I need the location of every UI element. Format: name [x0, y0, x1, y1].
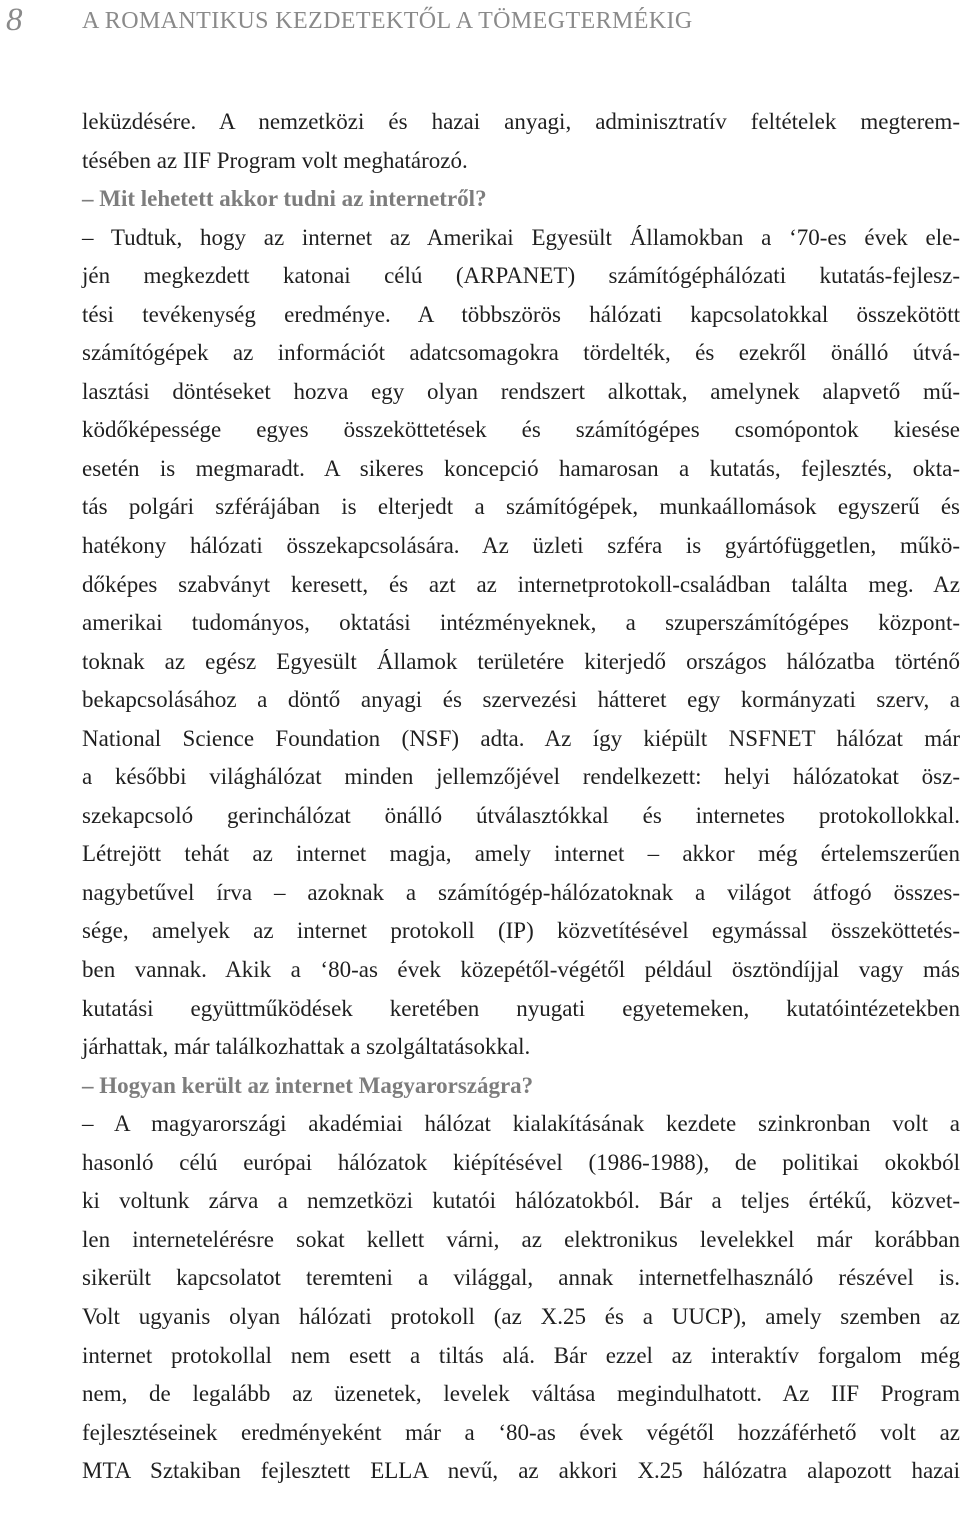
- text-line: sikerült kapcsolatot teremteni a világgal, annak internetfelhasználó részével is.: [82, 1265, 960, 1291]
- running-title: A ROMANTIKUS KEZDETEKTŐL A TÖMEGTERMÉKIG: [82, 8, 693, 34]
- text-line: National Science Foundation (NSF) adta. Az így kiépült NSFNET hálózat már: [82, 725, 960, 751]
- text-line: toknak az egész Egyesült Államok területére kiterjedő országos hálózatba történő: [82, 648, 960, 674]
- text-line: tésében az IIF Program volt meghatározó.: [82, 147, 468, 173]
- text-line: járhattak, már találkozhattak a szolgáltatásokkal.: [82, 1034, 531, 1060]
- body-text: [82, 103, 960, 1491]
- text-line: internet protokollal nem esett a tiltás alá. Bár ezzel az interaktív forgalom még: [82, 1342, 960, 1368]
- text-line: – Tudtuk, hogy az internet az Amerikai Egyesült Államokban a ‘70-es évek ele-: [82, 224, 960, 250]
- text-line: szekapcsoló gerinchálózat önálló útválasztókkal és internetes protokollokkal.: [82, 802, 960, 828]
- text-line: a későbbi világhálózat minden jellemzőjével rendelkezett: helyi hálózatokat ösz-: [82, 764, 960, 790]
- running-header: [0, 0, 960, 44]
- text-line: dőképes szabványt keresett, és azt az internetprotokoll-családban találta meg. Az: [82, 571, 960, 597]
- text-line: len internetelérésre sokat kellett várni, az elektronikus levelekkel már korábban: [82, 1226, 960, 1252]
- text-line: Létrejött tehát az internet magja, amely internet – akkor még értelemszerűen: [82, 841, 960, 867]
- text-line: hatékony hálózati összekapcsolására. Az üzleti szféra is gyártófüggetlen, műkö-: [82, 533, 960, 559]
- text-line: ben vannak. Akik a ‘80-as évek közepétől-végétől például ösztöndíjjal vagy más: [82, 957, 960, 983]
- text-line: leküzdésére. A nemzetközi és hazai anyagi, adminisztratív feltételek megterem-: [82, 109, 960, 134]
- text-line: jén megkezdett katonai célú (ARPANET) számítógéphálózati kutatás-fejlesz-: [82, 263, 960, 289]
- text-line: ki voltunk zárva a nemzetközi kutatói hálózatokból. Bár a teljes értékű, közvet-: [82, 1188, 960, 1214]
- text-line: kutatási együttműködések keretében nyugati egyetemeken, kutatóintézetekben: [82, 995, 960, 1021]
- text-line: MTA Sztakiban fejlesztett ELLA nevű, az akkori X.25 hálózatra alapozott hazai: [82, 1458, 960, 1484]
- text-line: esetén is megmaradt. A sikeres koncepció hamarosan a kutatás, fejlesztés, okta-: [82, 455, 960, 481]
- text-line: fejlesztéseinek eredményeként már a ‘80-as évek végétől hozzáférhető volt az: [82, 1419, 960, 1445]
- text-line: bekapcsolásához a döntő anyagi és szervezési hátteret egy kormányzati szerv, a: [82, 687, 960, 713]
- text-line: lasztási döntéseket hozva egy olyan rendszert alkottak, amelynek alapvető mű-: [82, 378, 960, 404]
- page-number: 8: [6, 2, 23, 38]
- interview-question: – Mit lehetett akkor tudni az internetről?: [82, 186, 487, 212]
- text-line: számítógépek az információt adatcsomagokra tördelték, és ezekről önálló útvá-: [82, 340, 960, 366]
- text-line: ködőképessége egyes összeköttetések és számítógépes csomópontok kiesése: [82, 417, 960, 443]
- text-line: tési tevékenység eredménye. A többszörös hálózati kapcsolatokkal összekötött: [82, 301, 960, 327]
- text-line: tás polgári szférájában is elterjedt a számítógépek, munkaállomások egyszerű és: [82, 494, 960, 520]
- text-line: nagybetűvel írva – azoknak a számítógép-hálózatoknak a világot átfogó összes-: [82, 879, 960, 905]
- text-line: amerikai tudományos, oktatási intézményeknek, a szuperszámítógépes központ-: [82, 610, 960, 636]
- text-line: Volt ugyanis olyan hálózati protokoll (az X.25 és a UUCP), amely szemben az: [82, 1303, 960, 1329]
- text-line: sége, amelyek az internet protokoll (IP) közvetítésével egymással összeköttetés-: [82, 918, 960, 944]
- text-line: nem, de legalább az üzenetek, levelek váltása megindulhatott. Az IIF Program: [82, 1381, 960, 1407]
- text-line: hasonló célú európai hálózatok kiépítésével (1986-1988), de politikai okokból: [82, 1149, 960, 1175]
- interview-question: – Hogyan került az internet Magyarországra?: [82, 1072, 534, 1098]
- text-line: – A magyarországi akadémiai hálózat kialakításának kezdete szinkronban volt a: [82, 1111, 960, 1137]
